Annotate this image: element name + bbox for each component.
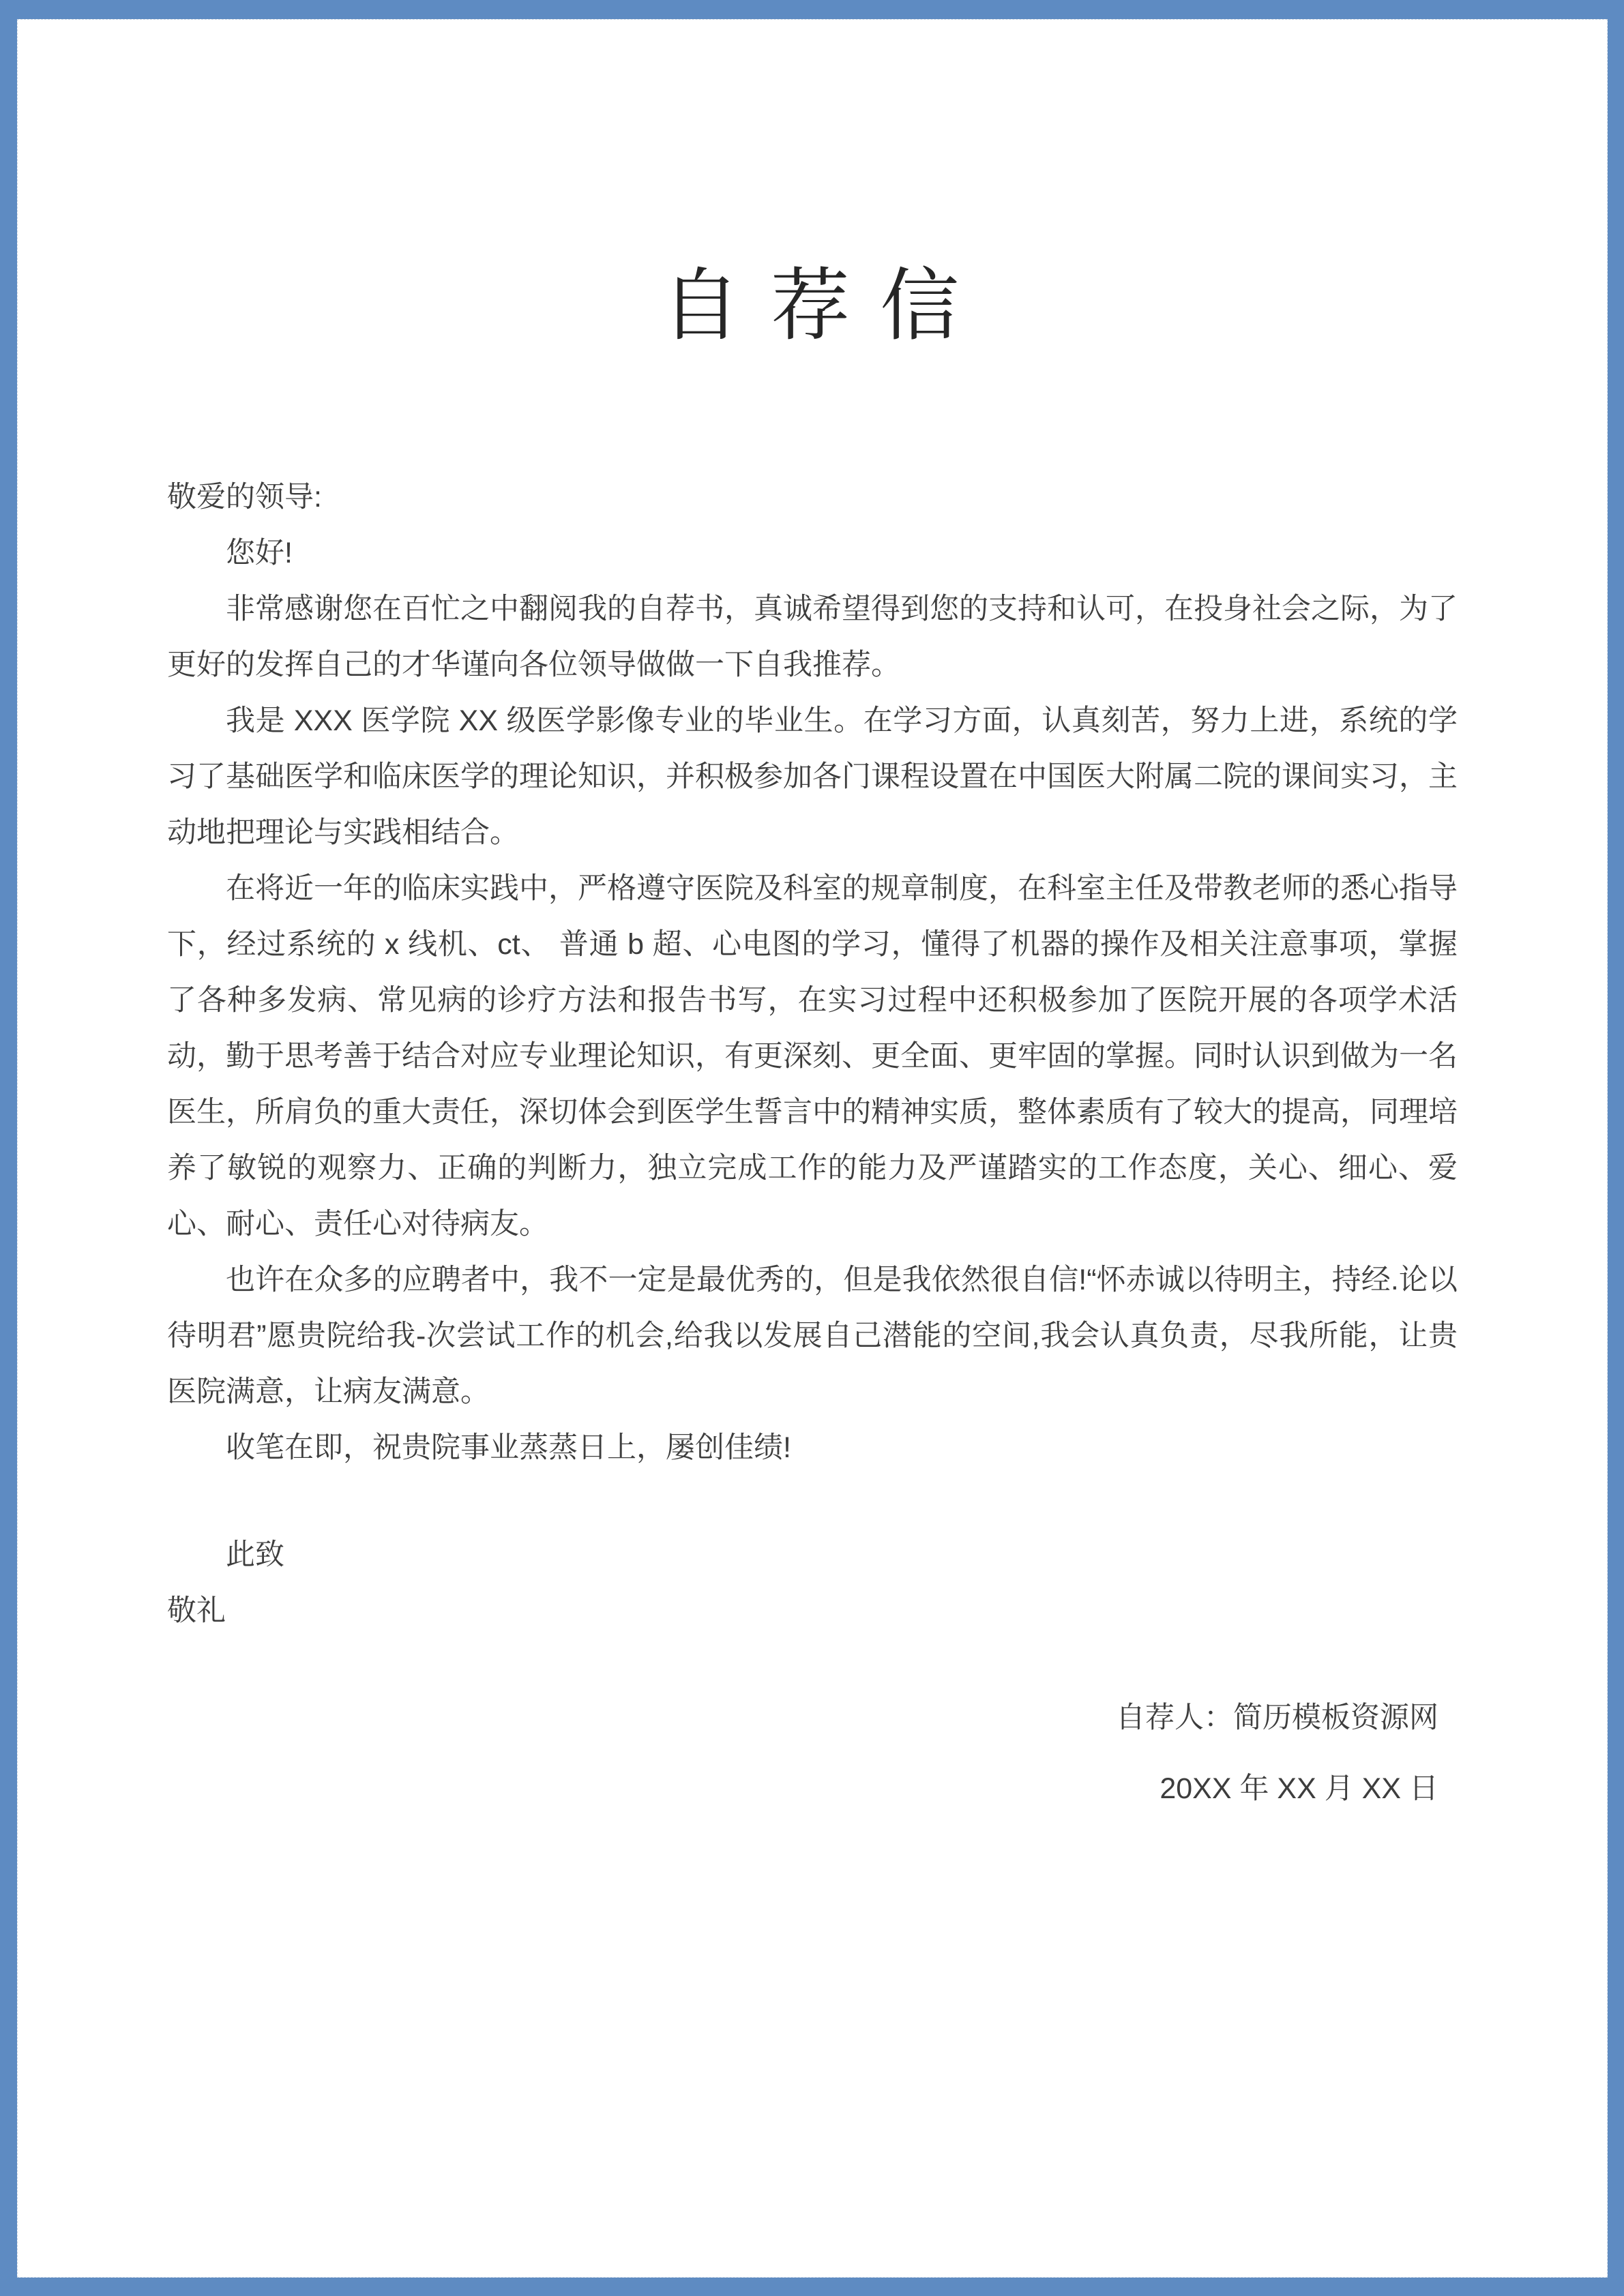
- paragraph: 也许在众多的应聘者中，我不一定是最优秀的，但是我依然很自信!“怀赤诚以待明主，持经.论以待明君”愿贵院给我-次尝试工作的机会,给我以发展自己潜能的空间,我会认真负责，尽我所能，让贵医院满意，让病友满意。: [167, 1264, 1458, 1409]
- signature-signer: 自荐人：简历模板资源网: [1116, 1701, 1438, 1735]
- letter-sheet: [17, 19, 1608, 2278]
- paragraph: 在将近一年的临床实践中，严格遵守医院及科室的规章制度，在科室主任及带教老师的悉心指导下，经过系统的 x 线机、ct、 普通 b 超、心电图的学习，懂得了机器的操作及相关注意事项，掌握了各种多发病、常见病的诊疗方法和报告书写，在实习过程中还积极参加了医院开展的各项学术活动，勤于思考善于结合对应专业理论知识，有更深刻、更全面、更牢固的掌握。同时认识到做为一名医生，所肩负的重大责任，深切体会到医学生誓言中的精神实质，整体素质有了较大的提高，同理培养了敏锐的观察力、正确的判断力，独立完成工作的能力及严谨踏实的工作态度，关心、细心、爱心、耐心、责任心对待病友。: [167, 872, 1458, 1241]
- signature-block: [167, 1690, 1458, 1817]
- paragraph: 收笔在即，祝贵院事业蒸蒸日上，屡创佳绩!: [226, 1431, 791, 1465]
- paragraph: 非常感谢您在百忙之中翻阅我的自荐书，真诚希望得到您的支持和认可，在投身社会之际，为了更好的发挥自己的才华谨向各位领导做做一下自我推荐。: [167, 593, 1458, 682]
- closing-cizhi: 此致: [226, 1538, 284, 1572]
- closing-block: [167, 1527, 1458, 1639]
- signature-date: 20XX 年 XX 月 XX 日: [1160, 1772, 1438, 1806]
- closing-jingli: 敬礼: [167, 1594, 226, 1628]
- paragraphs: [167, 525, 1458, 1476]
- letter-title: 自 荐 信: [661, 261, 964, 350]
- paragraph: 您好!: [226, 537, 293, 570]
- letter-content: [18, 258, 1607, 1817]
- salutation: 敬爱的领导:: [167, 481, 322, 514]
- letter-body: [167, 469, 1458, 1817]
- paragraph: 我是 XXX 医学院 XX 级医学影像专业的毕业生。在学习方面，认真刻苦，努力上进，系统的学习了基础医学和临床医学的理论知识，并积极参加各门课程设置在中国医大附属二院的课间实习，主动地把理论与实践相结合。: [167, 704, 1458, 850]
